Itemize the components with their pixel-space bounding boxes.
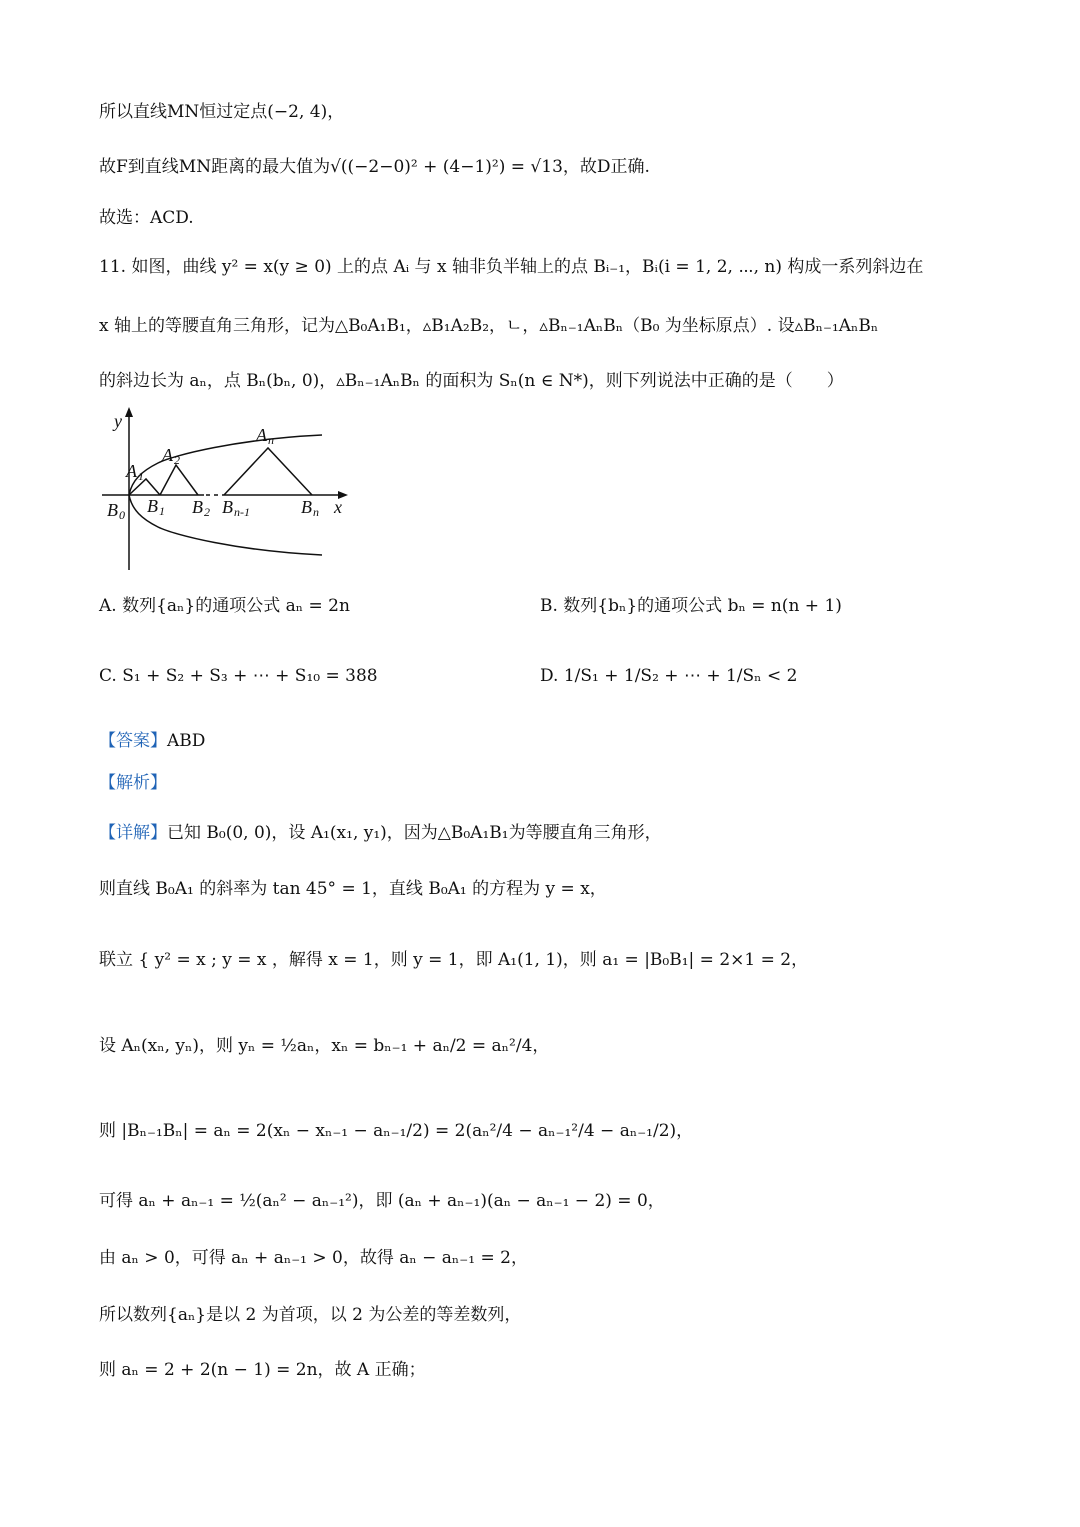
y-axis-arrow [125, 407, 133, 417]
triangle-2 [160, 465, 198, 495]
label-Bn1: B [222, 497, 233, 517]
label-A1-sub: 1 [138, 469, 144, 483]
text-line-1: 所以直线MN恒过定点(−2, 4)， [99, 102, 345, 122]
choice-d: D. 1/S₁ + 1/S₂ + ⋯ + 1/Sₙ < 2 [540, 666, 798, 686]
label-A1: A [126, 461, 137, 481]
answer-tag: 【答案】 [99, 731, 167, 751]
label-B1: B [147, 496, 158, 516]
label-An-sub: n [268, 433, 274, 447]
label-B2-sub: 2 [204, 505, 210, 519]
solution-line-2: 设 Aₙ(xₙ, yₙ)，则 yₙ = ½aₙ，xₙ = bₙ₋₁ + aₙ/2 = aₙ²/4， [99, 1036, 550, 1056]
detail-line-2: 则直线 B₀A₁ 的斜率为 tan 45° = 1，直线 B₀A₁ 的方程为 y = x， [99, 879, 607, 899]
label-B2: B [192, 497, 203, 517]
analysis-tag: 【解析】 [99, 773, 167, 793]
triangle-figure [98, 405, 368, 575]
solution-line-3: 则 |Bₙ₋₁Bₙ| = aₙ = 2(xₙ − xₙ₋₁ − aₙ₋₁/2) = 2(aₙ²/4 − aₙ₋₁²/4 − aₙ₋₁/2)， [99, 1121, 694, 1141]
solution-line-6: 所以数列{aₙ}是以 2 为首项，以 2 为公差的等差数列， [99, 1305, 522, 1325]
label-B1-sub: 1 [159, 504, 165, 518]
label-B0: B [107, 500, 118, 520]
question-11-line-1: 11. 如图，曲线 y² = x(y ≥ 0) 上的点 Aᵢ 与 x 轴非负半轴上的点 Bᵢ₋₁，Bᵢ(i = 1, 2, ⋯, n) 构成一系列斜边在 [99, 257, 924, 277]
question-11-line-3: 的斜边长为 aₙ，点 Bₙ(bₙ, 0)，▵Bₙ₋₁AₙBₙ 的面积为 Sₙ(n ∈ N*)，则下列说法中正确的是（ ） [99, 371, 844, 391]
detail-line-1 [99, 821, 662, 845]
label-Bn1-sub: n-1 [234, 505, 250, 519]
label-A2-sub: 2 [174, 453, 180, 467]
label-B0-sub: 0 [119, 508, 125, 522]
choice-c: C. S₁ + S₂ + S₃ + ⋯ + S₁₀ = 388 [99, 666, 378, 686]
label-Bn-sub: n [313, 505, 319, 519]
answer-line [99, 729, 205, 753]
answer-value: ABD [167, 731, 206, 751]
text-line-3: 故选：ACD. [99, 208, 194, 228]
solution-line-7: 则 aₙ = 2 + 2(n − 1) = 2n，故 A 正确； [99, 1360, 426, 1380]
label-An: A [256, 425, 267, 445]
text-line-2: 故F到直线MN距离的最大值为√((−2−0)² + (4−1)²) = √13，故D正确. [99, 157, 650, 177]
solution-line-1: 联立 { y² = x ; y = x ，解得 x = 1，则 y = 1，即 A₁(1, 1)，则 a₁ = |B₀B₁| = 2×1 = 2， [99, 950, 809, 970]
label-A2: A [162, 445, 173, 465]
solution-line-4: 可得 aₙ + aₙ₋₁ = ½(aₙ² − aₙ₋₁²)，即 (aₙ + aₙ₋₁)(aₙ − aₙ₋₁ − 2) = 0， [99, 1191, 665, 1211]
parabola-upper [129, 435, 322, 495]
detail-text-1: 已知 B₀(0, 0)，设 A₁(x₁, y₁)，因为△B₀A₁B₁为等腰直角三角形， [167, 823, 662, 843]
x-axis-label: x [334, 497, 342, 517]
triangle-1 [129, 479, 160, 495]
label-Bn: B [301, 497, 312, 517]
triangle-n [224, 448, 312, 495]
solution-line-5: 由 aₙ > 0，可得 aₙ + aₙ₋₁ > 0，故得 aₙ − aₙ₋₁ = 2， [99, 1248, 528, 1268]
choice-a: A. 数列{aₙ}的通项公式 aₙ = 2n [99, 596, 350, 616]
analysis-line [99, 771, 167, 795]
detail-tag: 【详解】 [99, 823, 167, 843]
y-axis-label: y [114, 411, 122, 431]
question-11-line-2: x 轴上的等腰直角三角形，记为△B₀A₁B₁，▵B₁A₂B₂，ㄴ，▵Bₙ₋₁AₙBₙ（B₀ 为坐标原点）. 设▵Bₙ₋₁AₙBₙ [99, 316, 879, 336]
choice-b: B. 数列{bₙ}的通项公式 bₙ = n(n + 1) [540, 596, 842, 616]
